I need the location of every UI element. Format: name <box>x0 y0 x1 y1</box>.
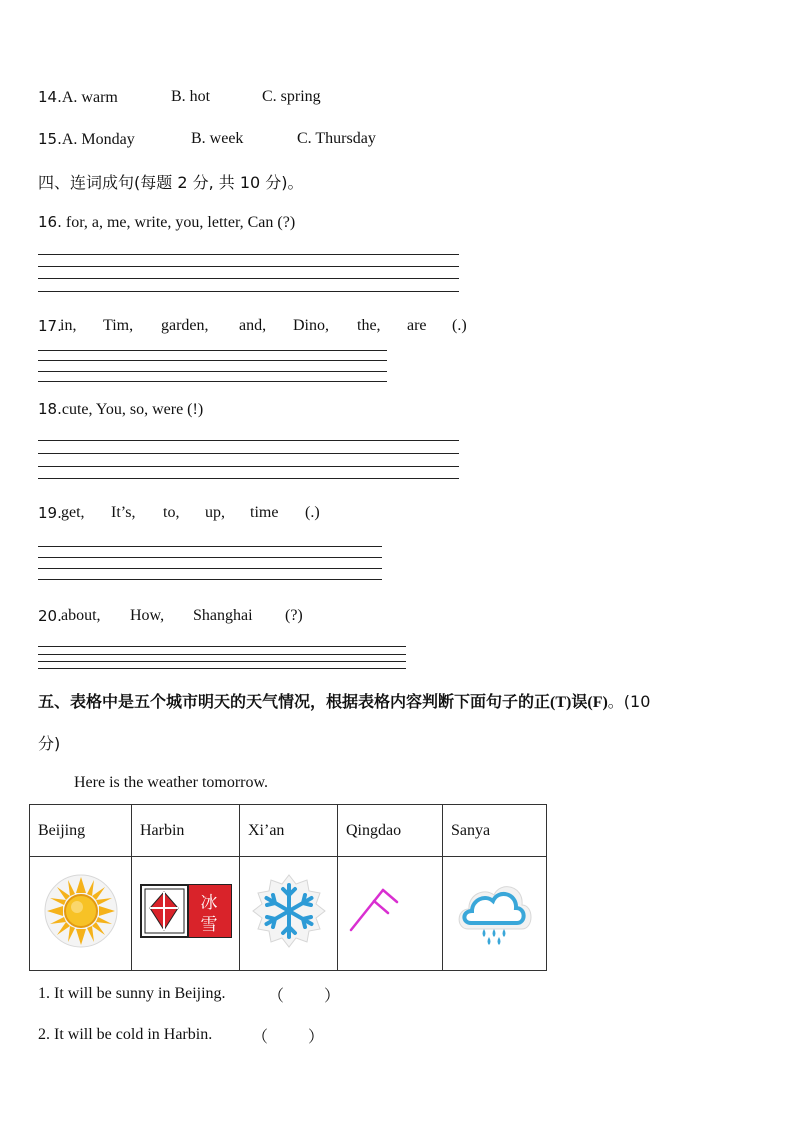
table-icon-row <box>30 857 547 971</box>
city-cell-sanya: Sanya <box>443 805 547 857</box>
answer-line <box>38 478 459 479</box>
word-token: (?) <box>285 607 303 624</box>
answer-line <box>38 579 382 580</box>
answer-line <box>38 266 459 267</box>
word-token: (.) <box>452 317 467 334</box>
word-token: How, <box>130 607 165 624</box>
question-19 <box>38 504 62 523</box>
option-a: A. Monday <box>61 131 135 148</box>
answer-line <box>38 654 406 655</box>
word-token: garden, <box>161 317 209 334</box>
weather-table <box>29 804 547 971</box>
icon-cell-xian <box>240 857 338 971</box>
question-16 <box>38 213 295 232</box>
word-token: (.) <box>305 504 320 521</box>
city-cell-beijing: Beijing <box>30 805 132 857</box>
heading-false-mark: (F) <box>587 694 608 711</box>
question-number: 20. <box>38 607 62 625</box>
city-cell-qingdao: Qingdao <box>338 805 443 857</box>
statement-2 <box>38 1026 212 1044</box>
answer-line <box>38 546 382 547</box>
section-4-heading: 四、连词成句(每题 2 分, 共 10 分)。 <box>38 173 304 192</box>
answer-line <box>38 381 387 382</box>
word-list: cute, You, so, were (!) <box>61 401 204 418</box>
city-cell-harbin: Harbin <box>132 805 240 857</box>
question-15 <box>38 130 135 149</box>
answer-line <box>38 453 459 454</box>
question-18 <box>38 400 203 419</box>
word-token: get, <box>61 504 85 521</box>
question-20 <box>38 607 62 626</box>
option-b: B. week <box>191 130 244 147</box>
question-number: 16. <box>38 213 62 231</box>
answer-paren[interactable] <box>268 983 340 1006</box>
question-number: 19. <box>38 504 62 522</box>
rain-cloud-icon <box>454 875 536 947</box>
option-a: A. warm <box>61 89 118 106</box>
question-17 <box>38 317 62 336</box>
statement-text: 1. It will be sunny in Beijing. <box>38 985 226 1002</box>
section-5-heading-line2: 分) <box>38 734 61 753</box>
heading-text: 误 <box>571 692 588 711</box>
answer-line <box>38 661 406 662</box>
paren-open: （ <box>268 986 285 1005</box>
answer-line <box>38 371 387 372</box>
ice-snow-sign-icon <box>140 884 232 938</box>
word-token: Tim, <box>103 317 134 334</box>
option-c: C. spring <box>262 88 321 105</box>
icon-cell-qingdao <box>338 857 443 971</box>
answer-line <box>38 350 387 351</box>
word-token: time <box>250 504 279 521</box>
option-b: B. hot <box>171 88 211 105</box>
word-token: and, <box>239 317 267 334</box>
question-14 <box>38 88 118 107</box>
answer-line <box>38 668 406 669</box>
statement-text: 2. It will be cold in Harbin. <box>38 1026 213 1043</box>
question-number: 17. <box>38 317 62 335</box>
heading-text: 五、表格中是五个城市明天的天气情况，根据表格内容判断下面句子的正 <box>38 692 551 711</box>
city-cell-xian: Xi’an <box>240 805 338 857</box>
paren-close: ） <box>324 986 341 1005</box>
statement-1 <box>38 985 226 1003</box>
option-c: C. Thursday <box>297 130 376 147</box>
heading-true-mark: (T) <box>550 694 572 711</box>
answer-line <box>38 646 406 647</box>
snow-sign-char: 雪 <box>200 915 217 935</box>
word-token: up, <box>205 504 225 521</box>
answer-line <box>38 440 459 441</box>
word-token: the, <box>357 317 381 334</box>
answer-line <box>38 278 459 279</box>
section-5-heading <box>38 689 650 712</box>
ice-sign-char: 冰 <box>200 893 217 913</box>
word-token: Shanghai <box>193 607 253 624</box>
question-number: 15. <box>38 130 62 148</box>
question-number: 14. <box>38 88 62 106</box>
word-token: Dino, <box>293 317 329 334</box>
word-list: for, a, me, write, you, letter, Can (?) <box>65 214 296 231</box>
icon-cell-harbin <box>132 857 240 971</box>
answer-line <box>38 466 459 467</box>
word-token: are <box>407 317 427 334</box>
icon-cell-sanya <box>443 857 547 971</box>
paren-close: ） <box>308 1027 325 1046</box>
icon-cell-beijing <box>30 857 132 971</box>
answer-paren[interactable] <box>252 1024 324 1047</box>
answer-line <box>38 360 387 361</box>
word-token: in, <box>60 317 77 334</box>
word-token: It’s, <box>111 504 136 521</box>
answer-line <box>38 291 459 292</box>
table-header-row <box>30 805 547 857</box>
word-token: about, <box>61 607 101 624</box>
paren-open: （ <box>252 1027 269 1046</box>
snowflake-icon <box>250 872 328 950</box>
answer-line <box>38 254 459 255</box>
word-token: to, <box>163 504 180 521</box>
sun-icon <box>41 871 121 951</box>
intro-text: Here is the weather tomorrow. <box>74 774 268 791</box>
wind-icon <box>345 886 405 936</box>
answer-line <box>38 557 382 558</box>
question-number: 18. <box>38 400 62 418</box>
answer-line <box>38 568 382 569</box>
heading-score: 。(10 <box>607 692 651 711</box>
